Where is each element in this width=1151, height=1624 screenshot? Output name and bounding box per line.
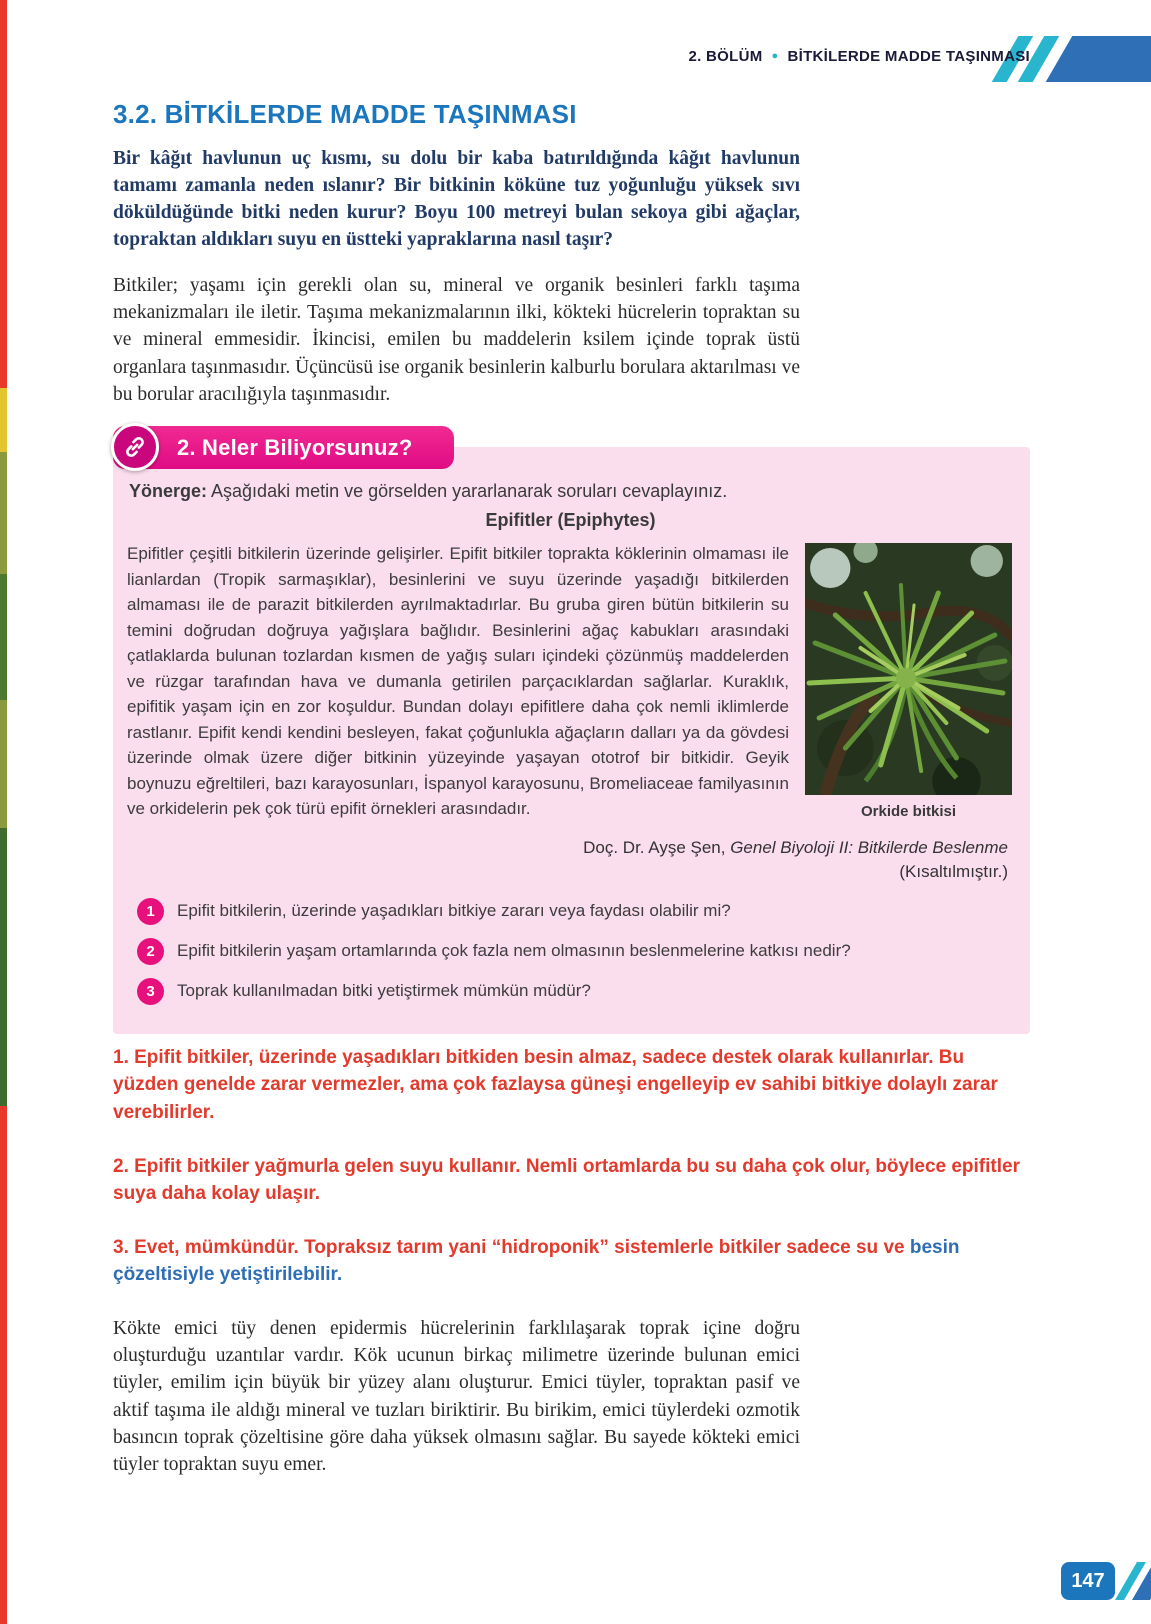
color-bar-segment: [0, 0, 7, 388]
question-text: Epifit bitkilerin, üzerinde yaşadıkları bitkiye zararı veya faydası olabilir mi?: [177, 900, 731, 920]
bullet-separator-icon: ●: [771, 50, 779, 62]
page-content: [113, 0, 1030, 1479]
intro-paragraph: Bitkiler; yaşamı için gerekli olan su, mineral ve organik besinleri farklı taşıma mekanizmaları ile iletir. Taşıma mekanizmalarının ilki, kökteki hücrelerin topraktan su ve mineral emmesidir. İkincisi, emilen bu maddelerin ksilem içinde toprak üstü organlara taşınmasıdır. Üçüncüsü ise organik besinlerin kalburlu borulara aktarılması ve bu borular aracılığıyla taşınmasıdır.: [113, 274, 801, 405]
directive-label: Yönerge:: [129, 481, 208, 502]
source-note: (Kısaltılmıştır.): [899, 862, 1008, 882]
page-number: 147: [1061, 1562, 1115, 1600]
answer-3-part-red: 3. Evet, mümkündür. Topraksız tarım yani “hidroponik” sistemlerle bitkiler sadece su ve: [113, 1236, 910, 1258]
activity-title: 2. Neler Biliyorsunuz?: [177, 435, 413, 461]
question-number-badge: 3: [137, 978, 164, 1005]
page-number-block: [1041, 1562, 1151, 1602]
closing-paragraph: Kökte emici tüy denen epidermis hücrelerinin farklılaşarak toprak içine doğru oluşturduğu uzantılar vardır. Kök ucunun birkaç milimetre üzerinde bulunan emici tüyler, emilim için büyük bir yüzey alanı oluşturur. Emici tüyler, topraktan pasif ve aktif taşıma ile aldığı mineral ve tuzları biriktirir. Bu birikim, emici tüylerdeki ozmotik basıncın toprak çözeltisine göre daha yüksek olmasını sağlar. Bu sayede kökteki emici tüyler topraktan suyu emer.: [113, 1317, 800, 1476]
decor-slash-blue: [1046, 36, 1151, 82]
color-bar-segment: [0, 452, 7, 574]
handwritten-answers: [113, 1044, 1030, 1289]
image-caption: Orkide bitkisi: [860, 803, 957, 821]
chapter-label: 2. BÖLÜM: [688, 48, 763, 65]
running-title: BİTKİLERDE MADDE TAŞINMASI: [787, 48, 1030, 65]
directive-text: Aşağıdaki metin ve görselden yararlanarak soruları cevaplayınız.: [207, 481, 728, 502]
question-row: [137, 978, 1014, 1005]
color-bar-segment: [0, 574, 7, 700]
color-bar-segment: [0, 388, 7, 452]
orchid-figure: [805, 543, 1012, 820]
question-row: [137, 898, 1014, 925]
questions-list: [127, 898, 1014, 1005]
source-work: Genel Biyoloji II: Bitkilerde Beslenme: [730, 837, 1008, 857]
reading-title: Epifitler (Epiphytes): [485, 510, 656, 531]
answer-3: [113, 1234, 1030, 1289]
activity-box: [113, 426, 1030, 1034]
orchid-plant-image: [805, 543, 1012, 795]
answer-3-part-blue: besin çözeltisiyle yetiştirilebilir.: [113, 1236, 960, 1286]
color-bar-segment: [0, 1106, 7, 1624]
answer-2: 2. Epifit bitkiler yağmurla gelen suyu kullanır. Nemli ortamlarda bu su daha çok olur, böylece epifitler suya daha kolay ulaşır.: [113, 1155, 1020, 1205]
question-text: Toprak kullanılmadan bitki yetiştirmek mümkün müdür?: [177, 980, 591, 1000]
color-bar-segment: [0, 828, 7, 1106]
question-number-badge: 1: [137, 898, 164, 925]
question-text: Epifit bitkilerin yaşam ortamlarında çok fazla nem olmasının beslenmelerine katkısı nedir?: [177, 940, 851, 960]
answer-1: 1. Epifit bitkiler, üzerinde yaşadıkları bitkiden besin almaz, sadece destek olarak kullanırlar. Bu yüzden genelde zarar vermezler, ama çok fazlaysa güneşi engelleyip ev sahibi bitkiye dolaylı zarar verebilirler.: [113, 1046, 998, 1123]
left-edge-color-bar: [0, 0, 7, 1624]
question-number-badge: 2: [137, 938, 164, 965]
lead-questions-paragraph: Bir kâğıt havlunun uç kısmı, su dolu bir kaba batırıldığında kâğıt havlunun tamamı zamanla neden ıslanır? Bir bitkinin köküne tuz yoğunluğu yüksek sıvı döküldüğünde bitki neden kurur? Boyu 100 metreyi bulan sekoya gibi ağaçlar, topraktan aldıkları suyu en üstteki yapraklarına nasıl taşır?: [113, 148, 800, 250]
source-line: [127, 836, 1008, 885]
color-bar-segment: [0, 700, 7, 828]
reading-text: Epifitler çeşitli bitkilerin üzerinde gelişirler. Epifit bitkiler toprakta köklerinin olmaması ile lianlardan (Tropik sarmaşıklar), besinlerini ve suyu üzerinde yaşadığı bitkilerden almaması ile de parazit bitkilerden ayrılmaktadırlar. Bu gruba giren bütün bitkilerin su temini doğrudan doğruya yağışlara bağlıdır. Besinlerini ağaç kabukları arasındaki çatlaklarda bulunan tozlardan kısmen de yağış suları içindeki çözünmüş maddelerden ve rüzgar tarafından hava ve dumanla getirilen parçacıklardan sağlarlar. Kuraklık, epifitik yaşam için en zor koşuldur. Bundan dolayı epifitlere daha çok nemli iklimlerde rastlanır. Epifit kendi kendini besleyen, fakat çoğunlukla ağaçların dalları ya da gövdesi üzerinde olmak üzere diğer bitkinin yüzeyinde yaşayan ototrof bir bitkidir. Geyik boynuzu eğreltileri, bazı karayosunları, İspanyol karayosunu, Bromeliaceae familyasının ve orkidelerin pek çok türü epifit örnekleri arasındadır.: [127, 544, 789, 819]
question-row: [137, 938, 1014, 965]
source-author: Doç. Dr. Ayşe Şen,: [583, 837, 731, 857]
directive-line: [129, 481, 1014, 502]
reading-block: [127, 541, 1014, 822]
activity-panel: [113, 447, 1030, 1034]
section-title: 3.2. BİTKİLERDE MADDE TAŞINMASI: [113, 99, 577, 129]
activity-header: [113, 426, 454, 469]
running-header: [113, 0, 1030, 65]
link-icon: [111, 423, 159, 471]
